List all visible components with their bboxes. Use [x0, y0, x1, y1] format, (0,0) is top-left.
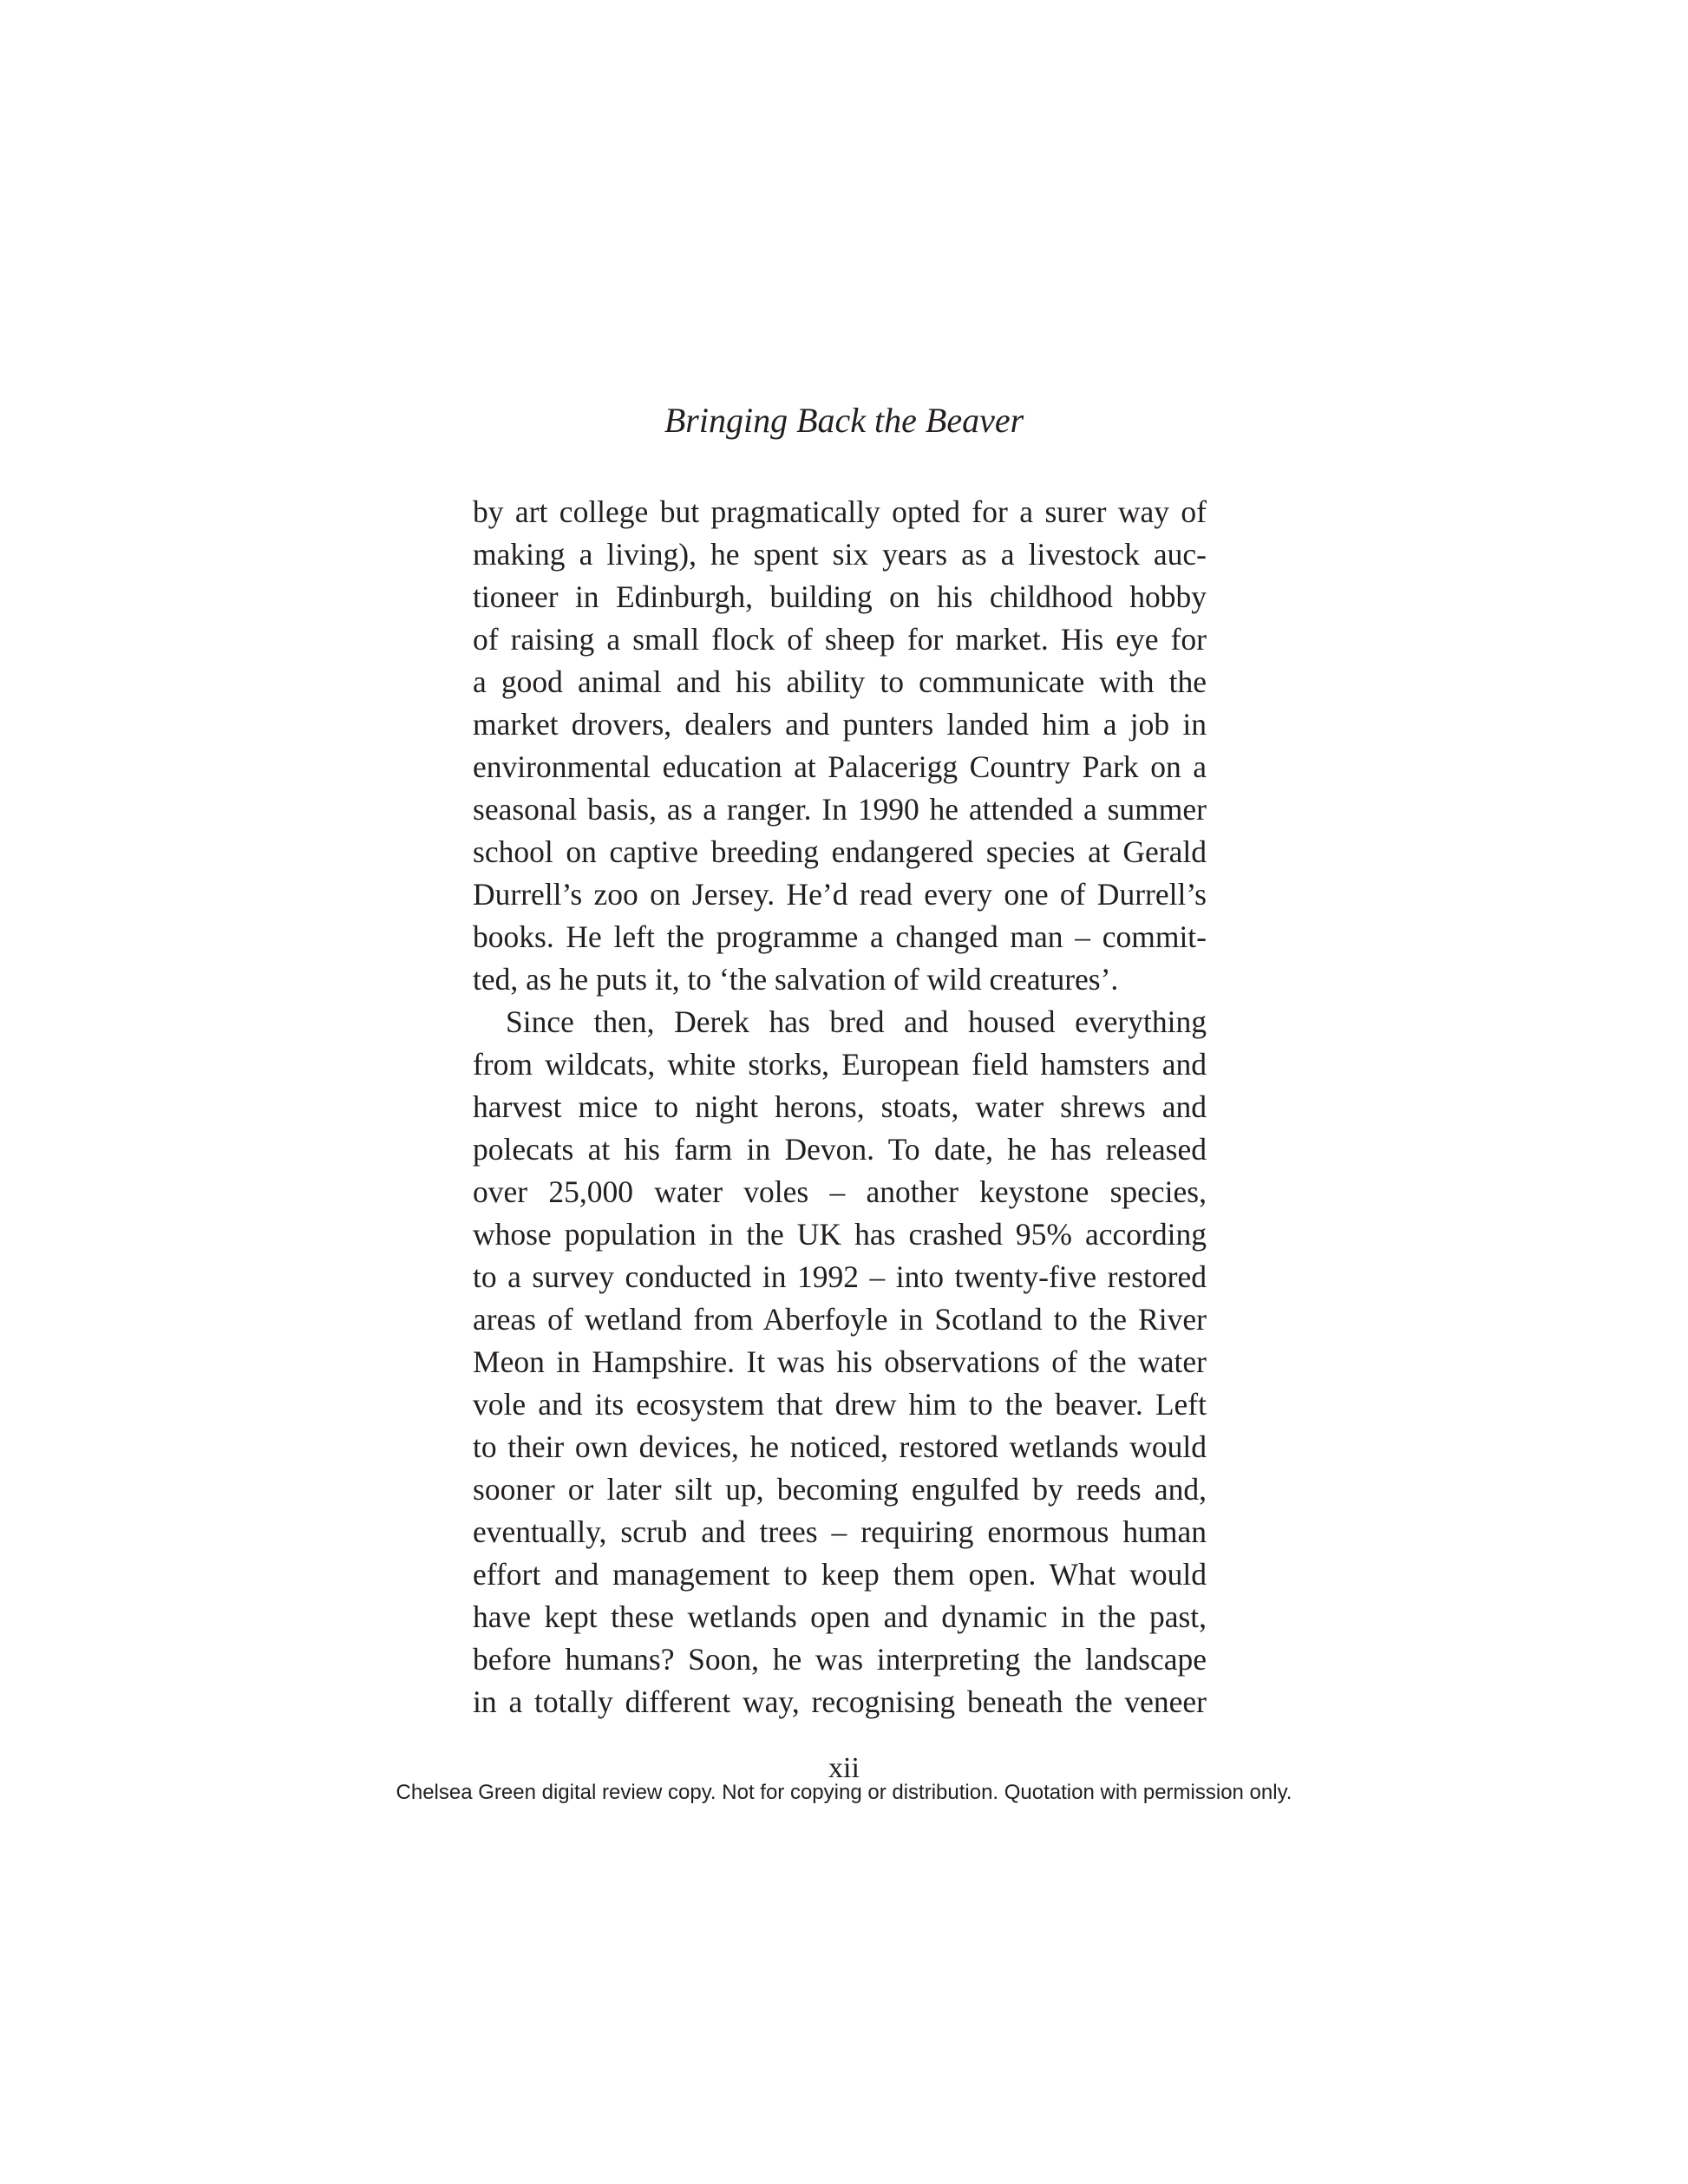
text-line: harvest mice to night herons, stoats, water shrews and	[473, 1089, 1207, 1124]
text-line: sooner or later silt up, becoming engulfed by reeds and,	[473, 1472, 1207, 1507]
text-line: making a living), he spent six years as a livestock auc-	[473, 537, 1207, 572]
text-line: before humans? Soon, he was interpreting the landscape	[473, 1642, 1207, 1677]
text-line: areas of wetland from Aberfoyle in Scotland to the River	[473, 1302, 1207, 1337]
paragraph-1	[473, 491, 1207, 1001]
body-text	[473, 491, 1207, 1723]
running-head: Bringing Back the Beaver	[664, 401, 1024, 440]
text-line: books. He left the programme a changed man – commit-	[473, 919, 1207, 954]
text-line: seasonal basis, as a ranger. In 1990 he attended a summer	[473, 792, 1207, 827]
text-line: polecats at his farm in Devon. To date, he has released	[473, 1132, 1207, 1167]
text-line: to their own devices, he noticed, restored wetlands would	[473, 1429, 1207, 1464]
text-line: vole and its ecosystem that drew him to the beaver. Left	[473, 1387, 1207, 1422]
page-number: xii	[828, 1752, 860, 1784]
text-line: a good animal and his ability to communicate with the	[473, 664, 1207, 699]
text-line: market drovers, dealers and punters landed him a job in	[473, 707, 1207, 742]
text-line: Since then, Derek has bred and housed everything	[506, 1004, 1207, 1039]
text-line: of raising a small flock of sheep for market. His eye for	[473, 622, 1207, 657]
text-line: to a survey conducted in 1992 – into twenty-five restored	[473, 1259, 1207, 1294]
text-line: school on captive breeding endangered species at Gerald	[473, 834, 1207, 869]
text-line: effort and management to keep them open. What would	[473, 1557, 1207, 1592]
text-line: eventually, scrub and trees – requiring enormous human	[473, 1514, 1207, 1549]
text-line: environmental education at Palacerigg Country Park on a	[473, 749, 1207, 784]
text-line: Meon in Hampshire. It was his observations of the water	[473, 1344, 1207, 1379]
text-line: ted, as he puts it, to ‘the salvation of wild creatures’.	[473, 962, 1119, 997]
text-line: by art college but pragmatically opted for a surer way of	[473, 494, 1207, 529]
text-line: tioneer in Edinburgh, building on his childhood hobby	[473, 579, 1207, 614]
text-line: have kept these wetlands open and dynamic in the past,	[473, 1599, 1207, 1634]
text-line: in a totally different way, recognising beneath the veneer	[473, 1684, 1207, 1719]
text-line: Durrell’s zoo on Jersey. He’d read every one of Durrell’s	[473, 877, 1207, 912]
paragraph-2	[473, 1001, 1207, 1723]
text-line: from wildcats, white storks, European field hamsters and	[473, 1047, 1207, 1082]
review-copy-notice: Chelsea Green digital review copy. Not for copying or distribution. Quotation with permission only.	[396, 1781, 1292, 1804]
text-line: over 25,000 water voles – another keystone species,	[473, 1174, 1207, 1209]
text-line: whose population in the UK has crashed 95% according	[473, 1217, 1207, 1252]
